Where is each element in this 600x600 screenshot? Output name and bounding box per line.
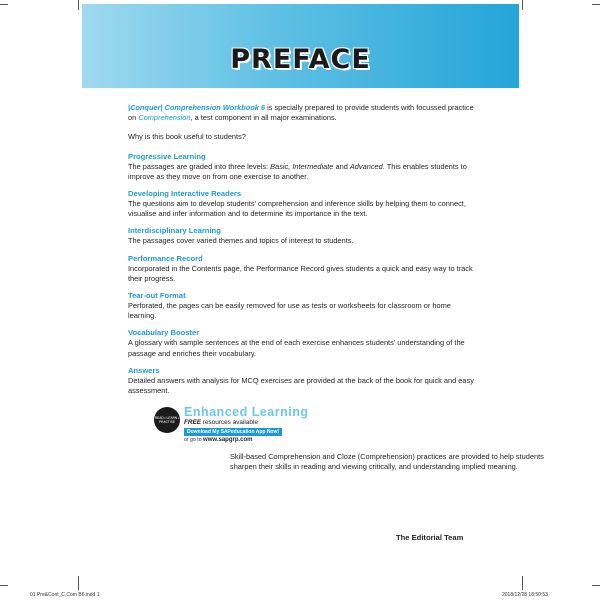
section-heading: Progressive Learning [128,151,206,161]
free-rest: resources available [201,419,258,426]
enhanced-description: Skill-based Comprehension and Cloze (Comprehension) practices are provided to help students sharpen their skills in reading and viewing critically, and understanding implied meaning. [230,452,544,472]
section-interactive-readers [128,189,474,219]
levels-text: Basic, Intermediate [270,161,334,171]
badge-text: READ • LEARN • PRACTISE [154,416,180,424]
section-heading: Answers [128,365,160,375]
website-link[interactable]: www.sapgrp.com [203,437,253,443]
crop-mark [592,585,600,586]
section-text: Perforated, the pages can be easily removed for use as tests or worksheets for classroom or home learning. [128,301,451,321]
section-vocabulary [128,328,474,358]
section-interdisciplinary [128,226,474,246]
book-name: |Conquer| Comprehension Workbook 6 [128,103,266,112]
crop-mark [0,585,8,586]
section-tear-out [128,291,474,321]
section-text: A glossary with sample sentences at the end of each exercise enhances students' understanding of the passage and enriches their vocabulary. [128,338,465,358]
section-performance-record [128,254,474,284]
section-heading: Tear-out Format [128,291,186,301]
section-text-part: The passages are graded into three levels: [128,161,271,171]
enhanced-learning-box [154,405,544,515]
section-text-part: and [333,161,350,171]
intro-subject: Comprehension [138,113,191,123]
section-heading: Vocabulary Booster [128,328,200,338]
intro-text-1: is specially prepared to provide students with focussed practice on [128,103,474,123]
section-text: Detailed answers with analysis for MCQ exercises are provided at the back of the book for quick and easy assessment. [128,375,474,396]
section-text [128,162,474,182]
section-text: The passages cover varied themes and topics of interest to students. [128,236,354,246]
crop-mark [78,576,79,590]
section-answers [128,366,474,396]
section-progressive-learning [128,152,474,182]
section-text: Incorporated in the Contents page, the Performance Record gives students a quick and easy way to track their progress. [128,263,473,283]
section-heading: Developing Interactive Readers [128,189,242,199]
page-title: PREFACE [230,44,371,75]
intro-text-2: , a test component in all major examinations. [190,113,337,123]
crop-mark [522,0,523,10]
read-learn-practise-badge-icon [154,407,180,433]
download-app-banner[interactable]: Download My SAPeducation App Now! [184,428,282,436]
section-text: The questions aim to develop students' comprehension and inference skills by helping them to connect, visualise and infer information and to determine its importance in the text. [128,199,466,219]
free-resources-line [184,419,258,426]
footer-timestamp: 2018/12/28 18:50:53 [502,592,548,598]
enhanced-learning-title: Enhanced Learning [184,405,309,419]
section-text-part: . This enables students to improve as they move on from one exercise to another. [128,161,467,181]
advanced-text: Advanced [349,161,383,171]
website-line [184,437,253,443]
header-banner [82,4,519,88]
crop-mark [592,4,600,5]
crop-mark [522,576,523,590]
section-heading: Performance Record [128,253,203,263]
or-go-text: or go to [184,437,204,443]
crop-mark [78,0,79,10]
preface-body [128,103,474,403]
question-text: Why is this book useful to students? [128,132,246,142]
signature: The Editorial Team [396,533,464,542]
section-heading: Interdisciplinary Learning [128,226,221,236]
free-word: FREE [184,419,202,426]
crop-mark [0,4,8,5]
intro-paragraph [128,103,474,123]
footer-file-name: 01 Pre&Cont_C.Com B6.indd 1 [30,592,100,598]
